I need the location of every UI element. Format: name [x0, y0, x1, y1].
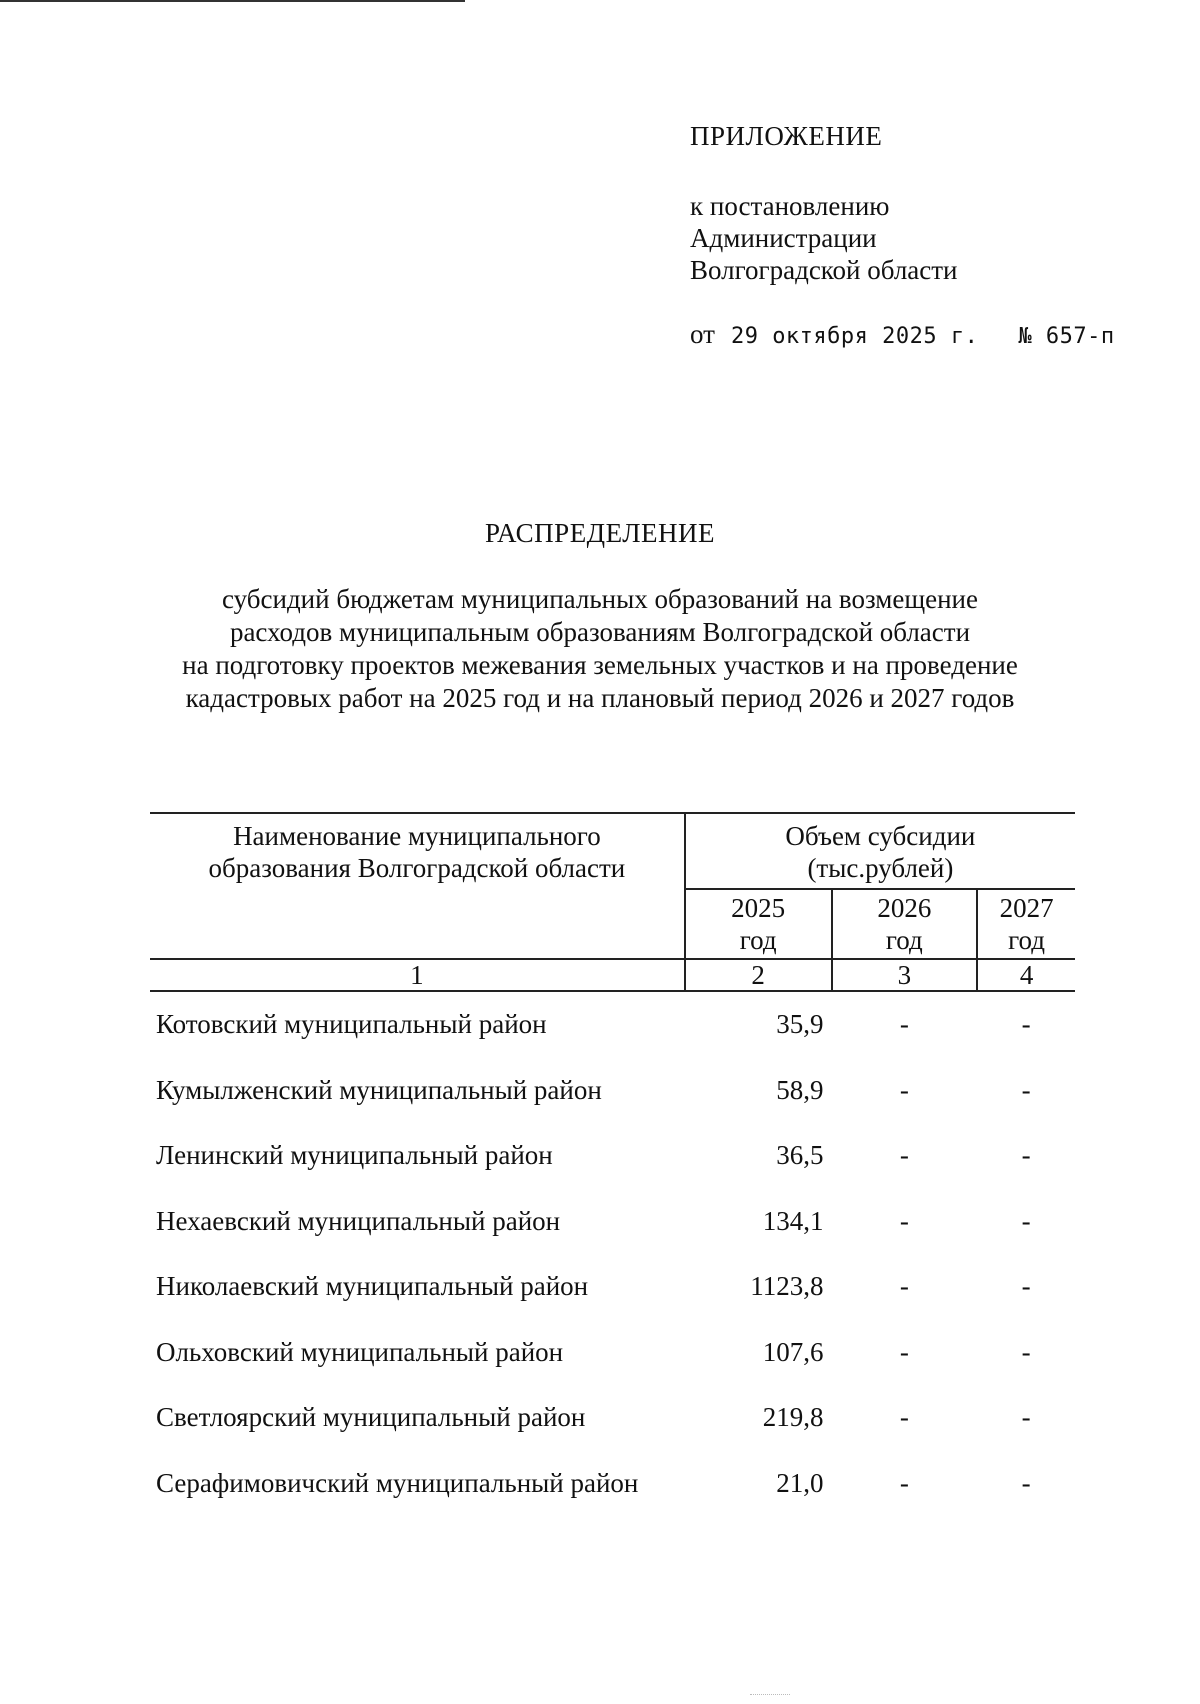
value-2025: 58,9 [776, 1074, 824, 1105]
value-2027: - [1021, 1336, 1031, 1367]
document-title: РАСПРЕДЕЛЕНИЕ [484, 518, 716, 548]
value-2026: - [899, 1336, 909, 1367]
top-edge-rule [0, 0, 465, 2]
volume-header-line-1: Объем субсидии [785, 821, 976, 851]
table-row [150, 1058, 1075, 1124]
value-2025: 36,5 [776, 1140, 824, 1171]
subsidy-table [150, 812, 1075, 1516]
value-2026: - [899, 1271, 909, 1302]
value-2025: 35,9 [776, 1009, 824, 1040]
district-name: Ольховский муниципальный район [156, 1336, 564, 1367]
year-unit: год [739, 925, 777, 955]
district-name: Кумылженский муниципальный район [156, 1074, 602, 1105]
column-number-3: 3 [832, 959, 978, 991]
value-2027: - [1021, 1140, 1031, 1171]
district-name: Николаевский муниципальный район [156, 1271, 589, 1302]
year-value: 2025 [731, 893, 786, 923]
subtitle-line: на подготовку проектов межевания земельных участков и на проведение [182, 650, 1018, 680]
district-name: Светлоярский муниципальный район [156, 1402, 586, 1433]
scan-artifact [750, 1694, 790, 1695]
appendix-line-3: Волгоградской области [690, 255, 958, 285]
name-header-line-2: образования Волгоградской области [208, 853, 626, 883]
district-name: Котовский муниципальный район [156, 1009, 547, 1040]
subtitle-line: кадастровых работ на 2025 год и на плановый период 2026 и 2027 годов [185, 683, 1015, 713]
subtitle-line: субсидий бюджетам муниципальных образований на возмещение [222, 584, 978, 614]
decree-number: № 657-п [1018, 324, 1115, 349]
table-row [150, 1123, 1075, 1189]
year-value: 2026 [877, 893, 932, 923]
appendix-date-line [690, 318, 1115, 353]
value-2027: - [1021, 1205, 1031, 1236]
decree-date: 29 октября 2025 г. [730, 324, 979, 349]
appendix-line-2: Администрации [690, 223, 877, 253]
appendix-line-1: к постановлению [690, 191, 890, 221]
table-row [150, 991, 1075, 1058]
appendix-title: ПРИЛОЖЕНИЕ [690, 121, 883, 151]
subtitle-line: расходов муниципальным образованиям Волгоградской области [229, 617, 971, 647]
value-2027: - [1021, 1009, 1031, 1040]
column-number-1: 1 [150, 959, 685, 991]
table-row [150, 1254, 1075, 1320]
value-2027: - [1021, 1271, 1031, 1302]
name-header-line-1: Наименование муниципального [233, 821, 601, 851]
table-row [150, 1189, 1075, 1255]
value-2026: - [899, 1074, 909, 1105]
value-2026: - [899, 1205, 909, 1236]
value-2027: - [1021, 1402, 1031, 1433]
value-2027: - [1021, 1467, 1031, 1498]
year-header-2026 [832, 889, 978, 959]
table-row [150, 1451, 1075, 1517]
volume-column-header [685, 813, 1075, 889]
value-2025: 107,6 [762, 1336, 824, 1367]
value-2025: 219,8 [762, 1402, 824, 1433]
year-header-2027 [977, 889, 1075, 959]
district-name: Нехаевский муниципальный район [156, 1205, 561, 1236]
value-2025: 134,1 [762, 1205, 824, 1236]
year-value: 2027 [999, 893, 1054, 923]
value-2026: - [899, 1009, 909, 1040]
district-name: Ленинский муниципальный район [156, 1140, 553, 1171]
value-2025: 1123,8 [750, 1271, 824, 1302]
value-2027: - [1021, 1074, 1031, 1105]
column-number-4: 4 [977, 959, 1075, 991]
value-2025: 21,0 [776, 1467, 824, 1498]
column-number-2: 2 [685, 959, 832, 991]
year-unit: год [885, 925, 923, 955]
table-row [150, 1320, 1075, 1386]
date-prefix: от [690, 319, 715, 349]
appendix-block [690, 120, 1115, 353]
name-column-header [150, 813, 685, 959]
volume-header-line-2: (тыс.рублей) [807, 853, 954, 883]
year-unit: год [1008, 925, 1045, 955]
document-subtitle [0, 583, 1200, 715]
value-2026: - [899, 1140, 909, 1171]
value-2026: - [899, 1402, 909, 1433]
table-row [150, 1385, 1075, 1451]
district-name: Серафимовичский муниципальный район [156, 1467, 639, 1498]
year-header-2025 [685, 889, 832, 959]
value-2026: - [899, 1467, 909, 1498]
